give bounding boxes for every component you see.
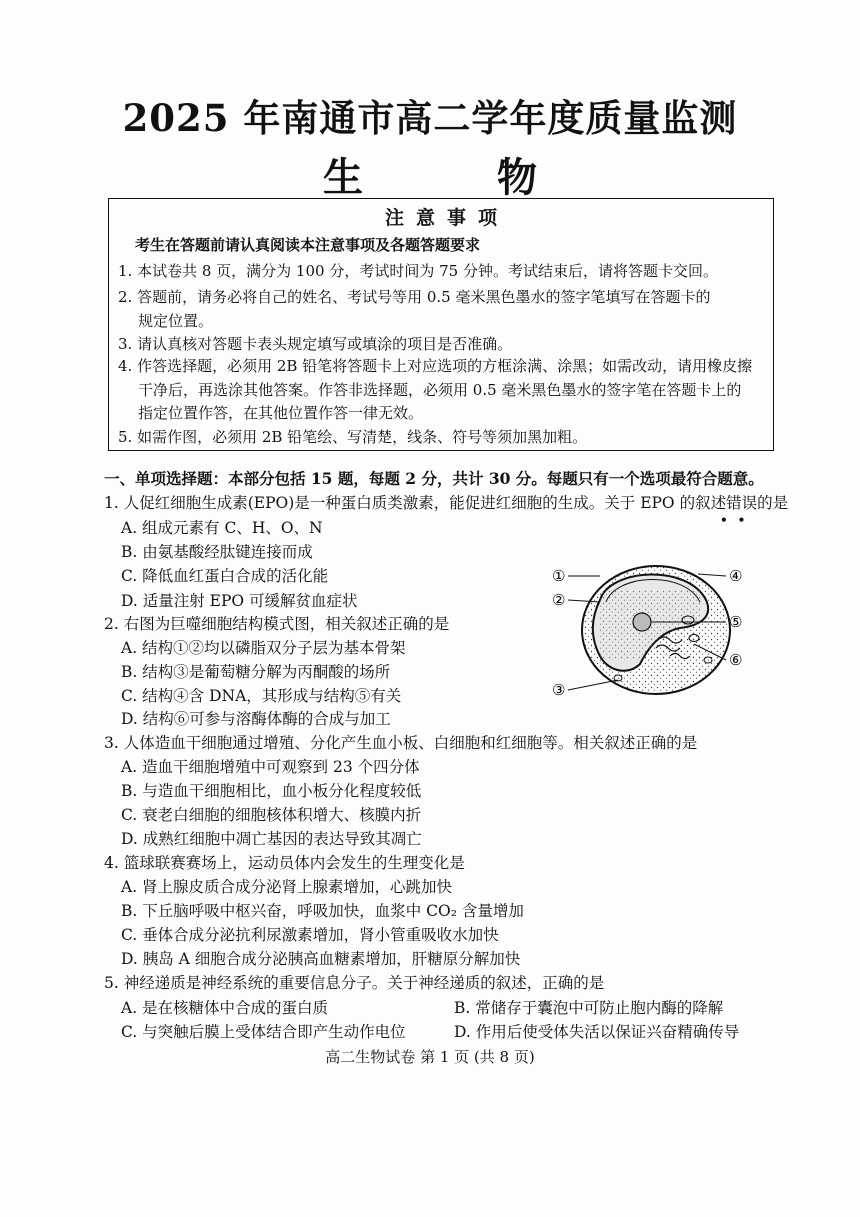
diagram-label-2: ② (552, 591, 566, 609)
diagram-label-1: ① (552, 567, 566, 585)
question-option: C. 衰老白细胞的细胞核体积增大、核膜内折 (121, 806, 422, 824)
notice-line: 5. 如需作图，必须用 2B 铅笔绘、写清楚，线条、符号等须加黑加粗。 (118, 428, 588, 446)
subject-title: 生 物 (323, 154, 597, 201)
question-option: D. 适量注射 EPO 可缓解贫血症状 (121, 592, 358, 610)
notice-line: 指定位置作答，在其他位置作答一律无效。 (138, 404, 424, 422)
notice-line: 2. 答题前，请务必将自己的姓名、考试号等用 0.5 毫米黑色墨水的签字笔填写在答题卡的 (118, 288, 711, 306)
question-option: C. 与突触后膜上受体结合即产生动作电位 (121, 1023, 406, 1041)
page-footer: 高二生物试卷 第 1 页 (共 8 页) (325, 1048, 535, 1066)
question-stem: 2. 右图为巨噬细胞结构模式图，相关叙述正确的是 (104, 615, 450, 633)
question-option: D. 作用后使受体失活以保证兴奋精确传导 (454, 1023, 740, 1041)
question-option: C. 垂体合成分泌抗利尿激素增加，肾小管重吸收水加快 (121, 926, 499, 944)
question-option: B. 下丘脑呼吸中枢兴奋，呼吸加快，血浆中 CO₂ 含量增加 (121, 902, 524, 920)
notice-line: 1. 本试卷共 8 页，满分为 100 分，考试时间为 75 分钟。考试结束后，请将答题卡交回。 (118, 262, 718, 280)
diagram-label-6: ⑥ (729, 651, 743, 669)
notice-line: 3. 请认真核对答题卡表头规定填写或填涂的项目是否准确。 (118, 335, 513, 353)
macrophage-diagram (548, 560, 780, 710)
diagram-label-3: ③ (552, 681, 566, 699)
notice-intro: 考生在答题前请认真阅读本注意事项及各题答题要求 (135, 236, 481, 254)
question-option: A. 组成元素有 C、H、O、N (121, 519, 323, 537)
question-stem: 1. 人促红细胞生成素(EPO)是一种蛋白质类激素，能促进红细胞的生成。关于 EPO 的叙述错误的是 (104, 494, 789, 512)
question-option: D. 胰岛 A 细胞合成分泌胰高血糖素增加，肝糖原分解加快 (121, 950, 521, 968)
question-stem: 4. 篮球联赛赛场上，运动员体内会发生的生理变化是 (104, 854, 465, 872)
question-option: A. 结构①②均以磷脂双分子层为基本骨架 (121, 639, 406, 657)
notice-box (108, 198, 774, 451)
section-heading: 一、单项选择题：本部分包括 15 题，每题 2 分，共计 30 分。每题只有一个选项最符合题意。 (104, 469, 764, 488)
nucleolus (633, 613, 651, 631)
question-stem: 5. 神经递质是神经系统的重要信息分子。关于神经递质的叙述，正确的是 (104, 974, 605, 992)
question-option: B. 结构③是葡萄糖分解为丙酮酸的场所 (121, 663, 391, 681)
question-option: B. 与造血干细胞相比，血小板分化程度较低 (121, 782, 422, 800)
notice-line: 4. 作答选择题，必须用 2B 铅笔将答题卡上对应选项的方框涂满、涂黑；如需改动，请用橡皮擦 (118, 357, 753, 375)
notice-heading: 注意事项 (384, 207, 509, 229)
exam-title: 2025 年南通市高二学年度质量监测 (122, 96, 738, 140)
question-option: A. 是在核糖体中合成的蛋白质 (121, 999, 329, 1017)
question-stem: 3. 人体造血干细胞通过增殖、分化产生血小板、白细胞和红细胞等。相关叙述正确的是 (104, 734, 698, 752)
emphasis-dots: •• (720, 513, 756, 527)
question-option: D. 结构⑥可参与溶酶体酶的合成与加工 (121, 710, 391, 728)
diagram-label-4: ④ (729, 567, 743, 585)
notice-line: 规定位置。 (138, 312, 214, 330)
diagram-label-5: ⑤ (729, 613, 743, 631)
question-option: D. 成熟红细胞中凋亡基因的表达导致其凋亡 (121, 830, 422, 848)
question-option: C. 降低血红蛋白合成的活化能 (121, 567, 329, 585)
question-option: B. 常储存于囊泡中可防止胞内酶的降解 (454, 999, 724, 1017)
notice-line: 干净后，再选涂其他答案。作答非选择题，必须用 0.5 毫米黑色墨水的签字笔在答题卡上的 (138, 381, 742, 399)
question-option: A. 肾上腺皮质合成分泌肾上腺素增加，心跳加快 (121, 878, 453, 896)
question-option: C. 结构④含 DNA，其形成与结构⑤有关 (121, 687, 402, 705)
question-option: A. 造血干细胞增殖中可观察到 23 个四分体 (121, 758, 420, 776)
question-option: B. 由氨基酸经肽键连接而成 (121, 543, 313, 561)
